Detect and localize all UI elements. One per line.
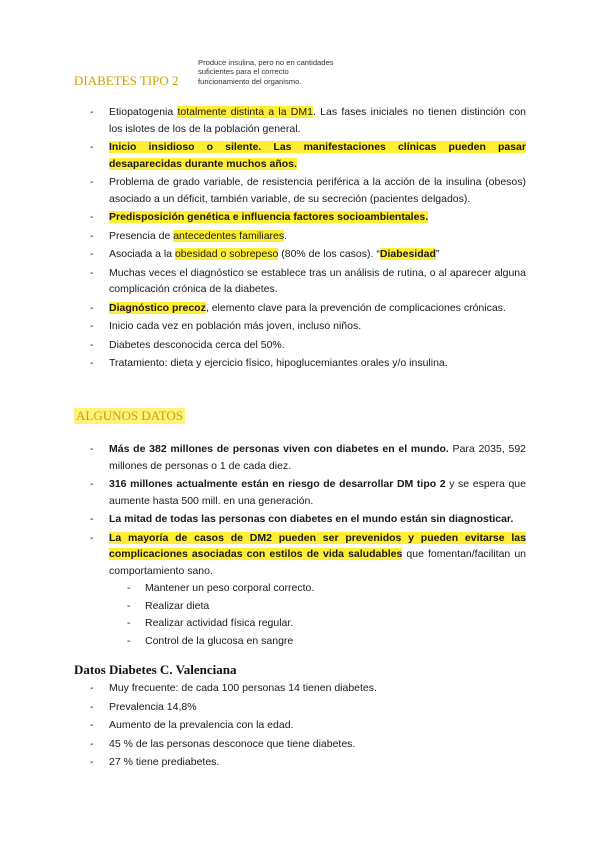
section-title-datos-valenciana: Datos Diabetes C. Valenciana	[74, 662, 237, 677]
list-item: - Inicio insidioso o silente. Las manifestaciones clínicas pueden pasar desaparecidas durante muchos años.	[90, 139, 526, 172]
section-title-algunos-datos: ALGUNOS DATOS	[76, 408, 184, 423]
list-item: - Problema de grado variable, de resistencia periférica a la acción de la insulina (obesos) asociado a un déficit, también variable, de su secreción (pacientes delgados).	[90, 174, 526, 207]
sub-list-item: - Control de la glucosa en sangre	[127, 633, 526, 650]
algunos-datos-list	[90, 441, 526, 651]
list-item: - 27 % tiene prediabetes.	[90, 754, 526, 771]
list-item: - Muy frecuente: de cada 100 personas 14 tienen diabetes.	[90, 680, 526, 697]
list-item: - 316 millones actualmente están en riesgo de desarrollar DM tipo 2 y se espera que aumente hasta 500 mill. en una generación.	[90, 476, 526, 509]
list-item: - Prevalencia 14,8%	[90, 699, 526, 716]
list-item: - Inicio cada vez en población más joven, incluso niños.	[90, 318, 526, 335]
list-item: - Predisposición genética e influencia factores socioambientales.	[90, 209, 526, 226]
list-item: - La mitad de todas las personas con diabetes en el mundo están sin diagnosticar.	[90, 511, 526, 528]
list-item: - La mayoría de casos de DM2 pueden ser prevenidos y pueden evitarse las complicaciones asociadas con estilos de vida saludables que fomentan/facilitan un comportamiento sano. - Mantener un peso corporal correcto. - Realizar dieta - Realizar actividad física regular. - Control de la glucosa en sangre	[90, 530, 526, 650]
list-item: - 45 % de las personas desconoce que tiene diabetes.	[90, 736, 526, 753]
valenciana-list	[90, 680, 526, 773]
list-item: - Presencia de antecedentes familiares.	[90, 228, 526, 245]
section-title-diabetes-tipo-2: DIABETES TIPO 2	[74, 73, 179, 88]
list-item: - Diabetes desconocida cerca del 50%.	[90, 337, 526, 354]
list-item: - Diagnóstico precoz, elemento clave para la prevención de complicaciones crónicas.	[90, 300, 526, 317]
list-item: - Muchas veces el diagnóstico se establece tras un análisis de rutina, o al aparecer alguna complicación crónica de la diabetes.	[90, 265, 526, 298]
sub-list-item: - Realizar actividad física regular.	[127, 615, 526, 632]
list-item: - Tratamiento: dieta y ejercicio físico, hipoglucemiantes orales y/o insulina.	[90, 355, 526, 372]
list-item: - Etiopatogenia totalmente distinta a la DM1. Las fases iniciales no tienen distinción con los islotes de los de la población general.	[90, 104, 526, 137]
sub-list	[109, 580, 526, 649]
sub-list-item: - Realizar dieta	[127, 598, 526, 615]
list-item: - Más de 382 millones de personas viven con diabetes en el mundo. Para 2035, 592 millones de personas o 1 de cada diez.	[90, 441, 526, 474]
side-note: Produce insulina, pero no en cantidades suficientes para el correcto funcionamiento del organismo.	[198, 58, 334, 86]
diabetes-tipo-2-list	[90, 104, 526, 374]
sub-list-item: - Mantener un peso corporal correcto.	[127, 580, 526, 597]
list-item: - Asociada a la obesidad o sobrepeso (80% de los casos). “Diabesidad”	[90, 246, 526, 263]
list-item: - Aumento de la prevalencia con la edad.	[90, 717, 526, 734]
